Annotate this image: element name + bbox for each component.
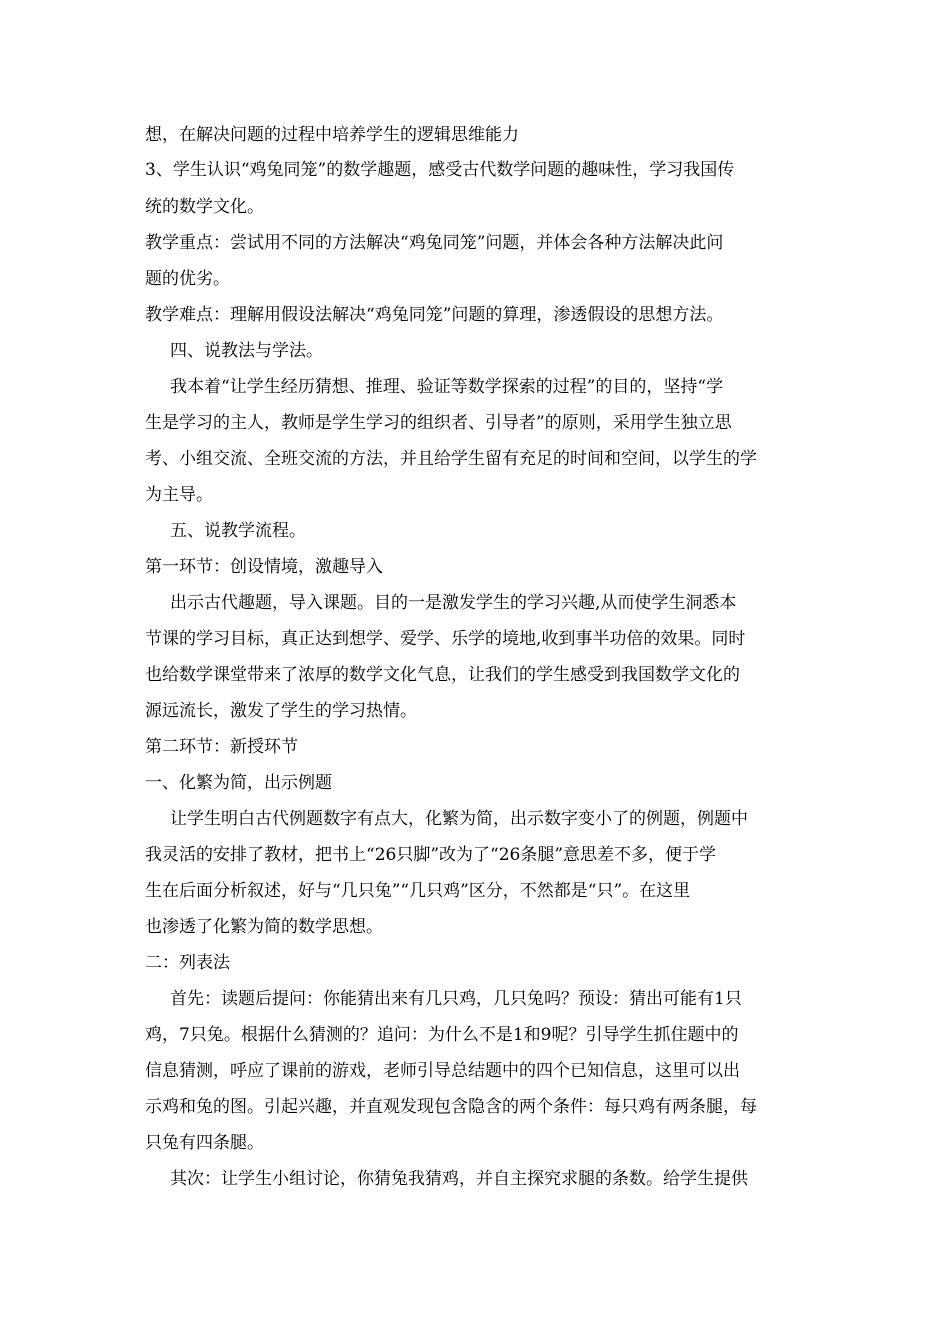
text-line: 其次：让学生小组讨论，你猜兔我猜鸡，并自主探究求腿的条数。给学生提供: [170, 1169, 748, 1189]
text-line: 生是学习的主人，教师是学生学习的组织者、引导者”的原则，采用学生独立思: [145, 413, 732, 433]
text-line: 首先：读题后提问：你能猜出来有几只鸡，几只兔吗？预设：猜出可能有1只: [170, 989, 742, 1009]
text-line: 源远流长，激发了学生的学习热情。: [145, 701, 417, 721]
text-line: 为主导。: [145, 485, 213, 505]
text-line: 我灵活的安排了教材，把书上“26只脚”改为了“26条腿”意思差不多，便于学: [145, 845, 717, 865]
text-line: 只兔有四条腿。: [145, 1133, 264, 1153]
text-line: 节课的学习目标，真正达到想学、爱学、乐学的境地,收到事半功倍的效果。同时: [145, 629, 746, 649]
text-line: 生在后面分析叙述，好与“几只兔”“几只鸡”区分，不然都是“只”。在这里: [145, 881, 691, 901]
text-line: 二：列表法: [145, 953, 230, 973]
text-line: 出示古代趣题，导入课题。目的一是激发学生的学习兴趣,从而使学生洞悉本: [170, 593, 737, 613]
text-line: 题的优劣。: [145, 269, 230, 289]
text-line: 想，在解决问题的过程中培养学生的逻辑思维能力: [145, 125, 519, 145]
text-line: 3、学生认识“鸡兔同笼”的数学趣题，感受古代数学问题的趣味性，学习我国传: [145, 160, 735, 180]
section-heading: 四、说教法与学法。: [170, 341, 323, 361]
text-line: 一、化繁为简，出示例题: [145, 773, 332, 793]
text-line: 信息猜测，呼应了课前的游戏，老师引导总结题中的四个已知信息，这里可以出: [145, 1061, 740, 1081]
text-line: 统的数学文化。: [145, 197, 264, 217]
text-line: 第一环节：创设情境，激趣导入: [145, 557, 383, 577]
text-line: 教学重点：尝试用不同的方法解决“鸡兔同笼”问题，并体会各种方法解决此问: [145, 233, 724, 253]
text-line: 也给数学课堂带来了浓厚的数学文化气息，让我们的学生感受到我国数学文化的: [145, 665, 740, 685]
text-line: 鸡，7只兔。根据什么猜测的？追问：为什么不是1和9呢？引导学生抓住题中的: [145, 1025, 739, 1045]
text-line: 也渗透了化繁为简的数学思想。: [145, 917, 383, 937]
section-heading: 五、说教学流程。: [170, 521, 306, 541]
text-line: 示鸡和兔的图。引起兴趣，并直观发现包含隐含的两个条件：每只鸡有两条腿，每: [145, 1097, 757, 1117]
text-line: 教学难点：理解用假设法解决“鸡兔同笼”问题的算理，渗透假设的思想方法。: [145, 305, 724, 325]
text-line: 我本着“让学生经历猜想、推理、验证等数学探索的过程”的目的，坚持“学: [170, 377, 724, 397]
text-line: 第二环节：新授环节: [145, 737, 298, 757]
text-line: 考、小组交流、全班交流的方法，并且给学生留有充足的时间和空间，以学生的学: [145, 449, 757, 469]
text-line: 让学生明白古代例题数字有点大，化繁为简，出示数字变小了的例题，例题中: [170, 809, 748, 829]
